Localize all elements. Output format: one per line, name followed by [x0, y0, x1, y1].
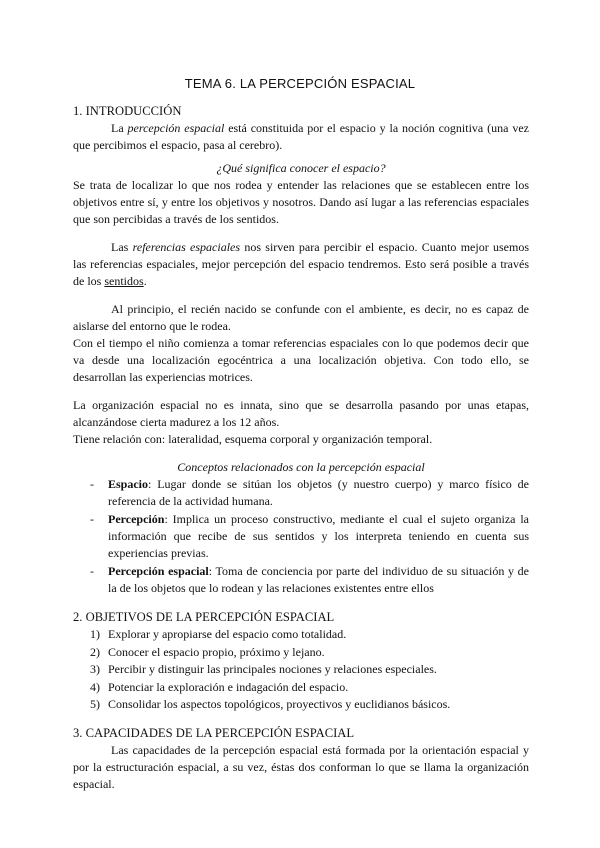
paragraph-relacion: Tiene relación con: lateralidad, esquema corporal y organización temporal.	[73, 432, 433, 446]
paragraph-definition	[73, 120, 529, 154]
paragraph-capacidades: Las capacidades de la percepción espacial está formada por la orientación espacial y por la estructuración espacial, a su vez, éstas dos conforman lo que se llama la organización espacial.	[73, 742, 529, 791]
section-heading-introduccion: 1. INTRODUCCIÓN	[73, 104, 182, 118]
item-number: 4)	[90, 679, 100, 694]
text-fragment: nos sirven para percibir el espacio. Cuanto mejor usemos las referencias espaciales, mejor percepción del espacio tendremos. Esto será posible a través de los	[73, 240, 530, 288]
item-number: 1)	[90, 627, 100, 641]
item-number: 5)	[90, 697, 100, 711]
list-item	[73, 476, 529, 510]
item-text: Percibir y distinguir las principales nociones y relaciones especiales.	[108, 662, 437, 676]
document-title: TEMA 6. LA PERCEPCIÓN ESPACIAL	[184, 76, 416, 91]
bullet-dash: -	[90, 477, 94, 491]
item-text: Consolidar los aspectos topológicos, proyectivos y euclidianos básicos.	[108, 697, 451, 711]
bullet-dash: -	[90, 512, 94, 526]
list-item	[73, 511, 529, 562]
concept-text: : Toma de conciencia por parte del individuo de su situación y de la de los objetos que lo rodean y las relaciones existentes entre ellos	[108, 564, 529, 595]
paragraph-organizacion: La organización espacial no es innata, sino que se desarrolla pasando por unas etapas, alcanzándose cierta madurez a los 12 años.	[73, 398, 529, 429]
term-percepcion-espacial: percepción espacial	[127, 121, 225, 135]
text-fragment: Las	[111, 240, 133, 254]
concept-term: Percepción	[108, 512, 165, 526]
item-text: Conocer el espacio propio, próximo y lejano.	[108, 644, 325, 659]
bullet-dash: -	[90, 564, 94, 578]
underlined-sentidos: sentidos	[104, 274, 144, 288]
concept-term: Percepción espacial	[108, 564, 209, 578]
list-item	[73, 679, 529, 696]
paragraph-recien-nacido: Al principio, el recién nacido se confunde con el ambiente, es decir, no es capaz de aislarse del entorno que le rodea.	[73, 302, 529, 333]
concept-term: Espacio	[108, 477, 149, 491]
concept-text: : Lugar donde se sitúan los objetos (y nuestro cuerpo) y marco físico de referencia de la actividad humana.	[108, 477, 529, 508]
question-heading: ¿Qué significa conocer el espacio?	[216, 161, 386, 175]
list-item	[73, 563, 529, 597]
paragraph-referencias	[73, 239, 529, 290]
concepts-list	[73, 476, 529, 597]
item-text: Explorar y apropiarse del espacio como totalidad.	[108, 627, 347, 641]
item-number: 3)	[90, 662, 100, 676]
section-heading-capacidades: 3. CAPACIDADES DE LA PERCEPCIÓN ESPACIAL	[73, 725, 355, 740]
objectives-list	[73, 626, 529, 713]
term-referencias-espaciales: referencias espaciales	[132, 240, 241, 254]
paragraph-con-el-tiempo: Con el tiempo el niño comienza a tomar referencias espaciales con lo que podemos decir que va desde una localización egocéntrica a una localización objetiva. Con todo ello, se desarrollan las experiencias motrices.	[73, 336, 529, 384]
paragraph-localizar: Se trata de localizar lo que nos rodea y entender las relaciones que se establecen entre los objetivos entre sí, y entre los objetivos y nosotros. Dando así lugar a las referencias espaciales que son percibidas a través de los sentidos.	[73, 178, 529, 226]
text-fragment: está constituida por el espacio y la noción cognitiva (una vez que percibimos el espacio, pasa al cerebro).	[73, 121, 529, 152]
list-item	[73, 696, 529, 713]
text-fragment: La	[111, 121, 128, 135]
list-item	[73, 626, 529, 643]
document-body	[73, 103, 529, 793]
list-item	[73, 661, 529, 678]
concepts-title: Conceptos relacionados con la percepción espacial	[177, 460, 425, 474]
item-number: 2)	[90, 644, 100, 659]
concept-text: : Implica un proceso constructivo, mediante el cual el sujeto organiza la información que recibe de sus sentidos y los interpreta teniendo en cuenta sus experiencias previas.	[108, 512, 529, 560]
section-heading-objetivos: 2. OBJETIVOS DE LA PERCEPCIÓN ESPACIAL	[73, 610, 335, 624]
item-text: Potenciar la exploración e indagación del espacio.	[108, 679, 349, 694]
list-item	[73, 644, 529, 661]
text-fragment: .	[143, 274, 147, 288]
